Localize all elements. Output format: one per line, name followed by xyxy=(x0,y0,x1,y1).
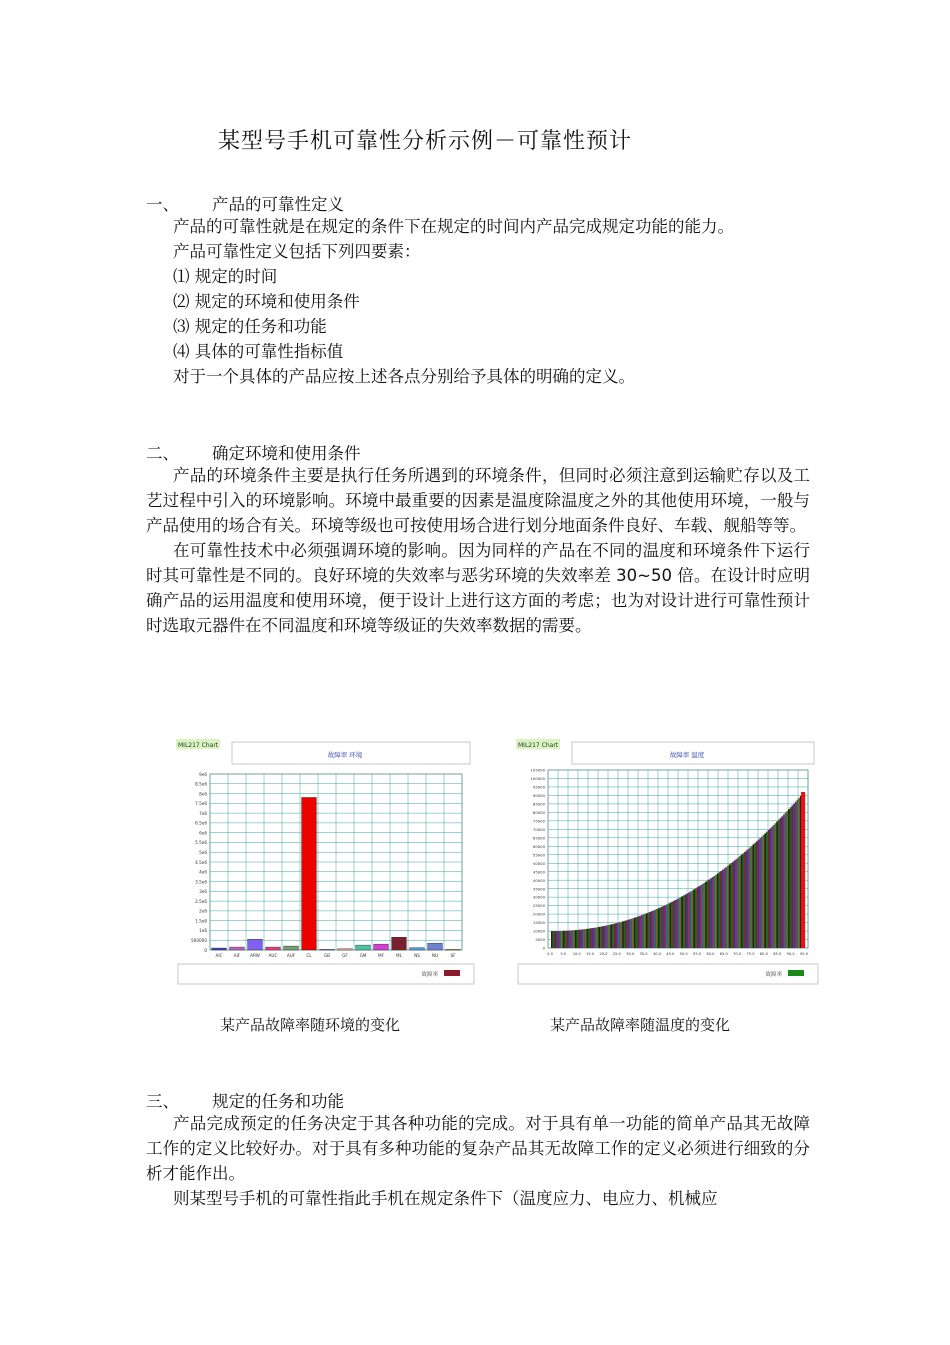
bar xyxy=(632,918,634,948)
bar xyxy=(781,816,783,948)
bar xyxy=(710,878,712,948)
bar xyxy=(620,922,622,948)
bar xyxy=(629,919,631,948)
x-tick-label: 85.0 xyxy=(773,952,782,956)
bar xyxy=(615,923,617,948)
bar xyxy=(614,924,616,948)
y-tick-label: 105000 xyxy=(530,767,545,773)
bar xyxy=(786,811,788,948)
bar xyxy=(678,898,680,948)
bar xyxy=(585,929,587,948)
bar xyxy=(725,867,727,948)
bar xyxy=(563,931,565,948)
bar xyxy=(565,931,567,948)
x-tick-label: AIF xyxy=(233,953,241,958)
bar xyxy=(642,915,644,948)
bar xyxy=(768,830,770,948)
bar xyxy=(773,825,775,948)
y-tick-label: 30000 xyxy=(532,894,545,900)
bar xyxy=(708,879,710,948)
bar xyxy=(758,840,760,948)
y-tick-label: 4e6 xyxy=(199,869,207,875)
bar xyxy=(688,892,690,948)
x-tick-label: NU xyxy=(431,953,439,958)
bar xyxy=(734,860,736,948)
y-tick-label: 7.5e6 xyxy=(195,801,207,807)
bar xyxy=(702,884,704,948)
y-tick-label: 1.5e6 xyxy=(195,918,207,924)
y-tick-label: 7e6 xyxy=(199,810,207,816)
bar xyxy=(575,930,577,948)
x-tick-label: CL xyxy=(306,953,312,958)
bar xyxy=(230,947,245,950)
bar xyxy=(771,827,773,948)
y-tick-label: 8.5e6 xyxy=(195,781,207,787)
bar xyxy=(666,904,668,948)
bar xyxy=(659,907,661,948)
bar xyxy=(680,897,682,948)
bar xyxy=(700,885,702,948)
bar xyxy=(653,910,655,948)
bar xyxy=(783,815,785,948)
x-tick-label: 5.0 xyxy=(560,952,567,956)
chart-title: 故障率 温度 xyxy=(669,751,705,759)
bar xyxy=(766,832,768,948)
section-1-body xyxy=(146,214,810,389)
list-item: ⑶ 规定的任务和功能 xyxy=(173,317,327,336)
document-title: 某型号手机可靠性分析示例－可靠性预计 xyxy=(217,129,632,154)
bar xyxy=(670,903,672,948)
y-tick-label: 15000 xyxy=(532,920,545,926)
bar xyxy=(356,945,371,950)
y-tick-label: 40000 xyxy=(532,877,545,883)
x-tick-label: 50.0 xyxy=(679,952,688,956)
bar xyxy=(730,863,732,948)
x-tick-label: GB xyxy=(323,953,331,958)
bar xyxy=(446,949,461,950)
bar xyxy=(571,930,573,948)
bar xyxy=(338,949,353,950)
bar xyxy=(698,886,700,948)
bar xyxy=(785,813,787,948)
chart-legend-swatch xyxy=(788,970,804,976)
bar xyxy=(570,930,572,948)
bar xyxy=(673,901,675,948)
x-tick-label: 90.0 xyxy=(786,952,795,956)
section-1-title: 产品的可靠性定义 xyxy=(212,195,344,214)
bar xyxy=(720,871,722,948)
section-2-heading xyxy=(146,440,361,464)
bar xyxy=(717,873,719,948)
bar xyxy=(685,894,687,948)
y-tick-label: 8e6 xyxy=(199,791,207,797)
bar xyxy=(631,919,633,948)
bar xyxy=(553,931,555,948)
bar xyxy=(663,906,665,948)
environment-chart-caption: 某产品故障率随环境的变化 xyxy=(220,1016,401,1034)
bar xyxy=(722,870,724,948)
bar xyxy=(558,931,560,948)
bar xyxy=(729,864,731,948)
bar xyxy=(612,924,614,948)
bar xyxy=(626,920,628,948)
bar xyxy=(769,828,771,948)
chart-tag: MIL217 Chart xyxy=(178,742,219,749)
bar xyxy=(714,876,716,948)
y-tick-label: 65000 xyxy=(532,835,545,841)
x-tick-label: 15.0 xyxy=(586,952,595,956)
bar xyxy=(693,889,695,948)
bar xyxy=(778,820,780,948)
bar xyxy=(692,890,694,948)
x-tick-label: 60.0 xyxy=(706,952,715,956)
bar xyxy=(703,883,705,948)
list-item: ⑴ 规定的时间 xyxy=(173,267,278,286)
bar xyxy=(747,849,749,948)
bar xyxy=(634,918,636,948)
section-2-number: 二、 xyxy=(146,444,179,463)
x-tick-label: 30.0 xyxy=(626,952,635,956)
y-tick-label: 0 xyxy=(204,947,207,953)
bar xyxy=(705,882,707,948)
bar xyxy=(627,920,629,948)
bar xyxy=(668,903,670,948)
x-tick-label: 35.0 xyxy=(639,952,648,956)
y-tick-label: 2.5e6 xyxy=(195,898,207,904)
bar xyxy=(644,914,646,948)
bar xyxy=(719,872,721,948)
x-tick-label: GM xyxy=(359,953,367,958)
bar xyxy=(554,931,556,948)
y-tick-label: 95000 xyxy=(532,784,545,790)
bar xyxy=(266,947,281,950)
bar xyxy=(759,838,761,948)
bar xyxy=(664,905,666,948)
x-tick-label: SF xyxy=(450,953,456,958)
bar xyxy=(610,924,612,948)
bar xyxy=(791,805,793,948)
environment-chart xyxy=(172,736,478,992)
bar xyxy=(392,937,407,950)
bar xyxy=(742,853,744,948)
bar xyxy=(302,797,317,950)
bar xyxy=(776,822,778,948)
bar xyxy=(775,823,777,948)
bar xyxy=(588,929,590,948)
bar xyxy=(724,868,726,948)
y-tick-label: 500000 xyxy=(191,938,207,944)
x-tick-label: 20.0 xyxy=(599,952,608,956)
bar xyxy=(617,923,619,948)
bar xyxy=(374,944,389,950)
bar xyxy=(690,891,692,948)
bar xyxy=(754,843,756,948)
paragraph: 对于一个具体的产品应按上述各点分别给予具体的明确的定义。 xyxy=(173,367,635,386)
section-1-number: 一、 xyxy=(146,195,179,214)
bar xyxy=(715,875,717,948)
bar xyxy=(737,858,739,948)
section-3-heading xyxy=(146,1088,344,1112)
y-tick-label: 3.5e6 xyxy=(195,879,207,885)
bar xyxy=(661,907,663,948)
x-tick-label: NS xyxy=(414,953,420,958)
x-tick-label: 40.0 xyxy=(652,952,661,956)
bar xyxy=(756,841,758,948)
bar xyxy=(648,913,650,948)
bar xyxy=(561,931,563,948)
bar xyxy=(656,909,658,948)
bar xyxy=(639,916,641,948)
bar xyxy=(603,926,605,948)
x-tick-label: MF xyxy=(377,953,385,958)
section-2-body xyxy=(146,463,810,638)
bar xyxy=(736,859,738,948)
y-tick-label: 0 xyxy=(542,945,545,951)
y-tick-label: 50000 xyxy=(532,860,545,866)
bar xyxy=(651,911,653,948)
bar xyxy=(212,948,227,950)
bar xyxy=(798,798,800,948)
x-tick-label: 95.0 xyxy=(799,952,809,956)
x-tick-label: 25.0 xyxy=(612,952,621,956)
chart-legend-label: 故障率 xyxy=(765,972,782,978)
bar xyxy=(573,930,575,948)
bar xyxy=(795,802,797,948)
bar xyxy=(595,927,597,948)
bar xyxy=(556,931,558,948)
list-item: ⑷ 具体的可靠性指标值 xyxy=(173,342,344,361)
bar xyxy=(676,899,678,948)
y-tick-label: 3e6 xyxy=(199,889,207,895)
bar xyxy=(284,946,299,950)
x-tick-label: AUC xyxy=(268,953,278,958)
y-tick-label: 60000 xyxy=(532,843,545,849)
bar xyxy=(763,835,765,948)
y-tick-label: 9e6 xyxy=(199,771,207,777)
section-3-body xyxy=(146,1111,810,1211)
y-tick-label: 35000 xyxy=(532,886,545,892)
bar xyxy=(598,927,600,948)
y-tick-label: 75000 xyxy=(532,818,545,824)
bar xyxy=(607,925,609,948)
x-tick-label: 80.0 xyxy=(759,952,768,956)
bar xyxy=(732,862,734,948)
y-tick-label: 85000 xyxy=(532,801,545,807)
bar xyxy=(622,921,624,948)
bar xyxy=(551,931,553,948)
bar xyxy=(727,866,729,948)
bar xyxy=(576,930,578,948)
chart-legend-swatch xyxy=(444,970,460,976)
bar xyxy=(761,837,763,948)
bar xyxy=(580,930,582,948)
chart-legend-label: 故障率 xyxy=(421,972,438,978)
bar xyxy=(649,912,651,948)
bar xyxy=(751,846,753,948)
paragraph: 产品的可靠性就是在规定的条件下在规定的时间内产品完成规定功能的能力。 xyxy=(173,217,734,236)
x-tick-label: AIC xyxy=(215,953,223,958)
x-tick-label: 55.0 xyxy=(693,952,702,956)
section-3-number: 三、 xyxy=(146,1092,179,1111)
y-tick-label: 1e6 xyxy=(199,928,207,934)
temperature-chart-svg xyxy=(512,736,822,988)
bar xyxy=(636,917,638,948)
bar xyxy=(749,847,751,948)
bar xyxy=(592,928,594,948)
y-tick-label: 45000 xyxy=(532,869,545,875)
y-tick-label: 70000 xyxy=(532,826,545,832)
bar xyxy=(746,850,748,948)
bar xyxy=(739,856,741,948)
y-tick-label: 90000 xyxy=(532,793,545,799)
x-tick-label: 0.0 xyxy=(547,952,553,956)
bar xyxy=(641,915,643,948)
bar xyxy=(646,913,648,948)
bar xyxy=(593,928,595,948)
bar xyxy=(686,893,688,948)
bar xyxy=(671,902,673,948)
bar xyxy=(587,929,589,948)
y-tick-label: 6.5e6 xyxy=(195,820,207,826)
bar xyxy=(675,900,677,948)
bar xyxy=(566,931,568,948)
bar xyxy=(568,931,570,948)
x-tick-label: 10.0 xyxy=(572,952,581,956)
bar xyxy=(590,928,592,948)
y-tick-label: 100000 xyxy=(530,776,545,782)
y-tick-label: 5000 xyxy=(535,937,545,943)
temperature-chart-caption: 某产品故障率随温度的变化 xyxy=(550,1016,731,1034)
bar xyxy=(581,929,583,948)
bar xyxy=(320,949,335,950)
bar xyxy=(788,809,790,948)
y-tick-label: 20000 xyxy=(532,911,545,917)
bar xyxy=(683,895,685,948)
y-tick-label: 5.5e6 xyxy=(195,840,207,846)
y-tick-label: 10000 xyxy=(532,928,545,934)
bar xyxy=(578,930,580,948)
chart-tag: MIL217 Chart xyxy=(518,742,559,749)
y-tick-label: 6e6 xyxy=(199,830,207,836)
paragraph: 在可靠性技术中必须强调环境的影响。因为同样的产品在不同的温度和环境条件下运行时其可靠性是不同的。良好环境的失效率与恶劣环境的失效率差 30~50 倍。在设计时应明确产品的运用温度和使用环境，便于设计上进行这方面的考虑；也为对设计进行可靠性预计时选取元器件在不同温度和环境等级证的失效率数据的需要。 xyxy=(146,541,810,635)
bar xyxy=(744,852,746,948)
y-tick-label: 80000 xyxy=(532,809,545,815)
x-tick-label: 75.0 xyxy=(746,952,755,956)
bar xyxy=(764,833,766,948)
bar xyxy=(707,881,709,948)
section-1-heading xyxy=(146,191,344,215)
bar xyxy=(428,943,443,950)
bar xyxy=(741,855,743,948)
x-tick-label: ML xyxy=(396,953,402,958)
paragraph: 产品完成预定的任务决定于其各种功能的完成。对于具有单一功能的简单产品其无故障工作的定义比较好办。对于具有多种功能的复杂产品其无故障工作的定义必须进行细致的分析才能作出。 xyxy=(146,1114,810,1183)
bar xyxy=(619,922,621,948)
paragraph: 产品可靠性定义包括下列四要素： xyxy=(173,242,421,261)
bar xyxy=(609,925,611,948)
bar xyxy=(559,931,561,948)
bar xyxy=(600,927,602,948)
x-tick-label: 45.0 xyxy=(666,952,675,956)
chart-title: 故障率 环境 xyxy=(327,751,363,759)
section-2-title: 确定环境和使用条件 xyxy=(212,444,361,463)
x-tick-label: AUF xyxy=(286,953,296,958)
section-3-title: 规定的任务和功能 xyxy=(212,1092,344,1111)
bar xyxy=(780,818,782,948)
bar xyxy=(597,927,599,948)
paragraph: 则某型号手机的可靠性指此手机在规定条件下（温度应力、电应力、机械应 xyxy=(173,1189,718,1208)
list-item: ⑵ 规定的环境和使用条件 xyxy=(173,292,360,311)
bar xyxy=(605,926,607,948)
bar xyxy=(658,908,660,948)
x-tick-label: 70.0 xyxy=(733,952,742,956)
bar xyxy=(410,948,425,950)
bar xyxy=(753,844,755,948)
x-tick-label: GF xyxy=(342,953,348,958)
paragraph: 产品的环境条件主要是执行任务所遇到的环境条件，但同时必须注意到运输贮存以及工艺过程中引入的环境影响。环境中最重要的因素是温度除温度之外的其他使用环境，一般与产品使用的场合有关。环境等级也可按使用场合进行划分地面条件良好、车载、舰船等等。 xyxy=(146,466,810,535)
y-tick-label: 4.5e6 xyxy=(195,859,207,865)
y-tick-label: 25000 xyxy=(532,903,545,909)
x-tick-label: ARW xyxy=(250,953,260,958)
bar xyxy=(797,800,799,948)
bar xyxy=(624,921,626,948)
bar-last xyxy=(801,792,805,948)
environment-chart-svg xyxy=(172,736,478,988)
bar xyxy=(695,888,697,948)
bar xyxy=(793,804,795,948)
x-tick-label: 65.0 xyxy=(719,952,728,956)
bar xyxy=(654,910,656,948)
y-tick-label: 5e6 xyxy=(199,850,207,856)
bar xyxy=(583,929,585,948)
bar xyxy=(681,896,683,948)
bar xyxy=(637,916,639,948)
y-tick-label: 55000 xyxy=(532,852,545,858)
bar xyxy=(697,887,699,948)
bar xyxy=(790,807,792,948)
bar xyxy=(712,877,714,948)
bar xyxy=(602,926,604,948)
bar xyxy=(248,939,263,950)
temperature-chart xyxy=(512,736,822,992)
y-tick-label: 2e6 xyxy=(199,908,207,914)
